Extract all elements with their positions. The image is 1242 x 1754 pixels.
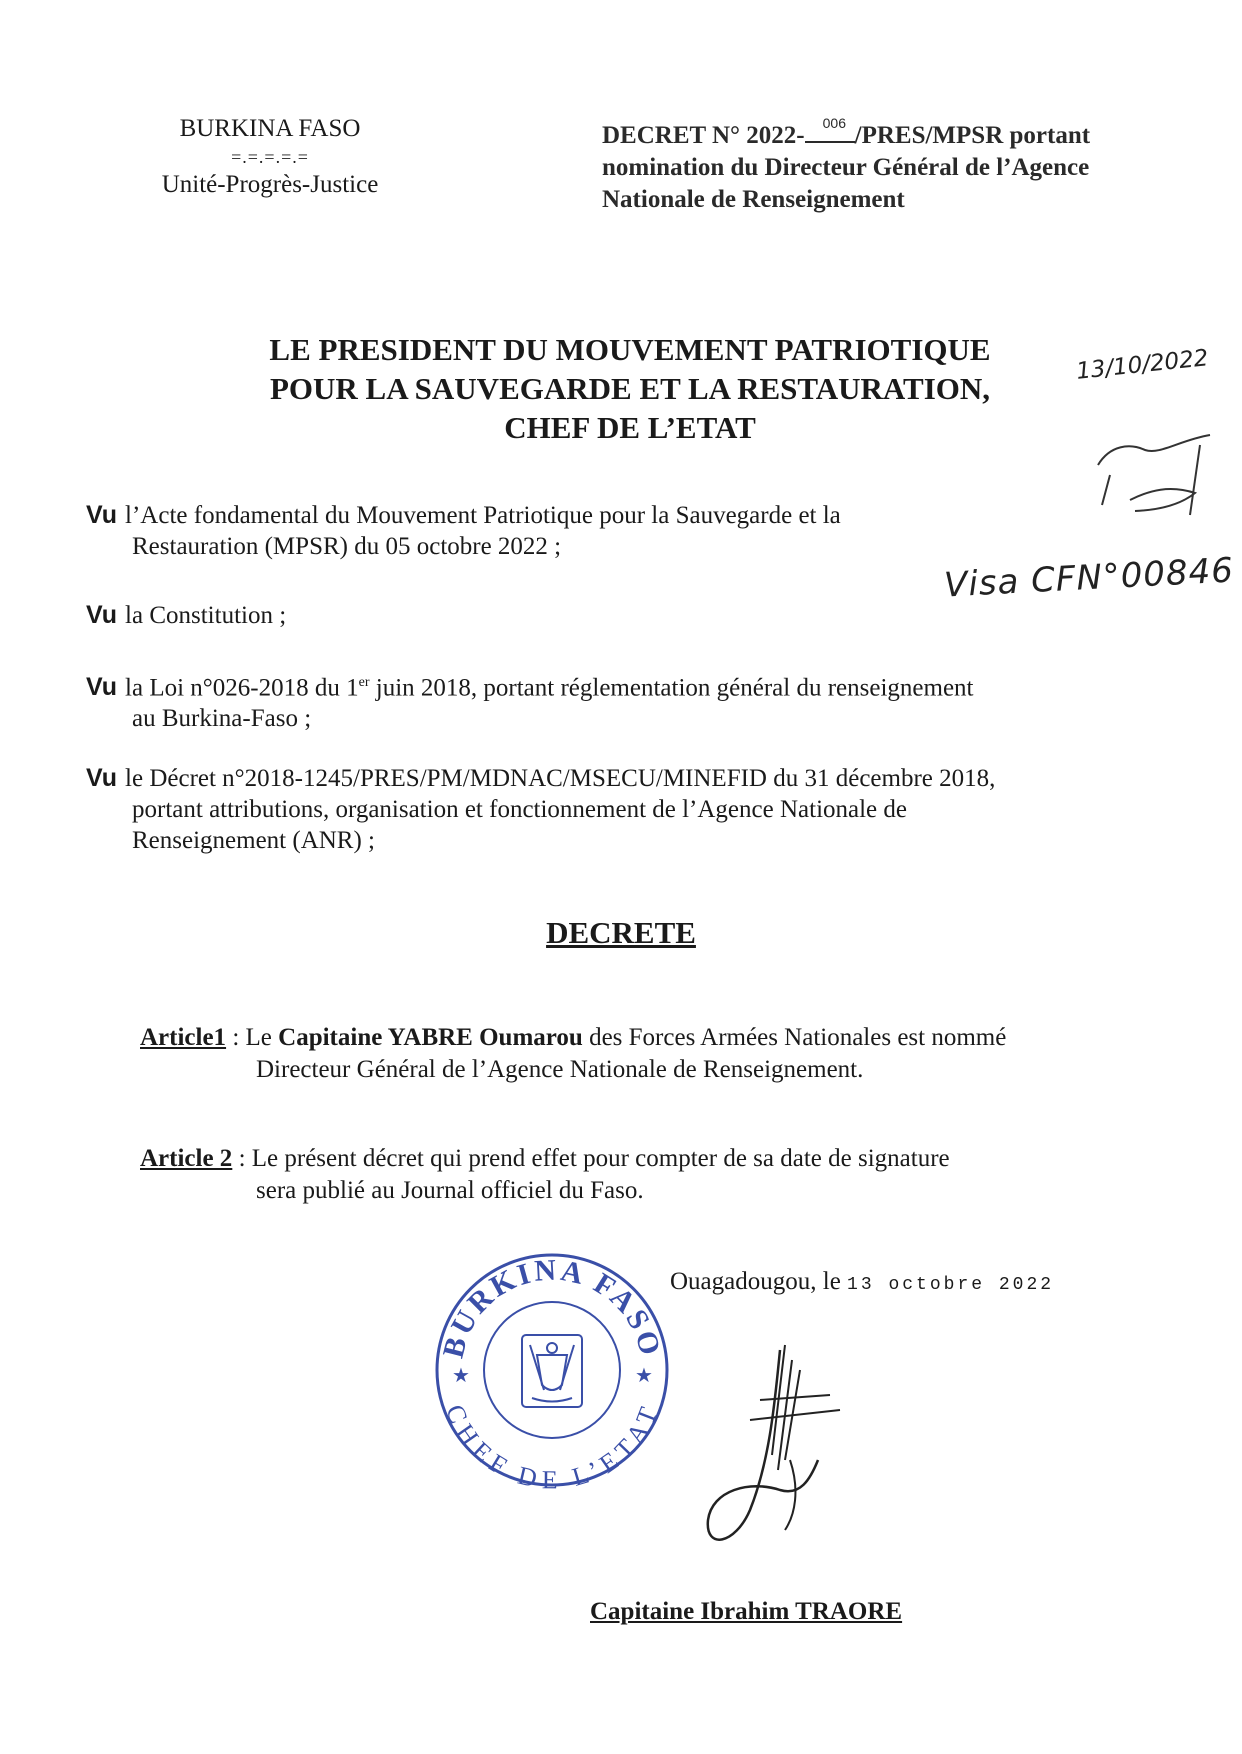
appointee-name: Capitaine YABRE Oumarou	[278, 1024, 583, 1051]
consideration-3-text-a-end: juin 2018, portant réglementation général du renseignement	[369, 674, 974, 702]
handwritten-visa-number: Visa CFN°00846	[943, 550, 1235, 606]
article-1-label: Article1	[140, 1024, 227, 1051]
decree-line-2: nomination du Directeur Général de l’Agence	[602, 154, 1090, 181]
authority-line-2: POUR LA SAUVEGARDE ET LA RESTAURATION,	[269, 371, 991, 406]
consideration-1-text-a: l’Acte fondamental du Mouvement Patriotique pour la Sauvegarde et la	[125, 502, 841, 529]
article-2	[140, 1143, 1092, 1207]
decrete-text: DECRETE	[546, 915, 696, 950]
seal-star-right-icon: ★	[635, 1365, 653, 1387]
article-2-continuation: sera publié au Journal officiel du Faso.	[256, 1177, 644, 1204]
place-date-line	[670, 1268, 1054, 1296]
decree-line-1	[602, 115, 1162, 152]
consideration-4	[86, 763, 1098, 856]
decree-line-3: Nationale de Renseignement	[602, 186, 905, 213]
signature-date: 13 octobre 2022	[847, 1275, 1055, 1295]
article-1-text-pre: : Le	[226, 1024, 279, 1051]
article-1-continuation: Directeur Général de l’Agence Nationale de Renseignement.	[256, 1056, 864, 1083]
consideration-3-text-b: au Burkina-Faso ;	[132, 705, 312, 733]
coat-of-arms-icon	[522, 1335, 582, 1407]
consideration-1-text-b: Restauration (MPSR) du 05 octobre 2022 ;	[132, 533, 562, 560]
seal-star-left-icon: ★	[452, 1365, 470, 1387]
header-separator: =.=.=.=.=	[231, 147, 309, 167]
consideration-2	[86, 600, 1098, 631]
vu-label: Vu	[86, 601, 118, 629]
authority-heading	[180, 330, 1080, 447]
decree-prefix: DECRET N° 2022-	[602, 122, 805, 149]
decree-suffix: /PRES/MPSR portant	[854, 122, 1091, 149]
consideration-4-text-b: portant attributions, organisation et fonctionnement de l’Agence Nationale de	[132, 796, 907, 823]
header-country-block	[150, 112, 390, 202]
consideration-4-text-c: Renseignement (ANR) ;	[132, 827, 376, 854]
authority-line-3: CHEF DE L’ETAT	[504, 410, 756, 445]
decree-title-block	[602, 115, 1162, 216]
consideration-2-text: la Constitution ;	[125, 602, 287, 629]
consideration-3	[86, 667, 1098, 734]
decree-number: 006	[822, 115, 846, 131]
president-signature	[690, 1340, 870, 1570]
seal-top-text: BURKINA FASO	[436, 1253, 668, 1362]
vu-label: Vu	[86, 501, 118, 529]
decree-number-field	[805, 115, 855, 143]
article-2-text: : Le présent décret qui prend effet pour compter de sa date de signature	[232, 1145, 950, 1172]
consideration-4-text-a: le Décret n°2018-1245/PRES/PM/MDNAC/MSECU/MINEFID du 31 décembre 2018,	[125, 765, 996, 792]
handwritten-visa-date: 13/10/2022	[1075, 345, 1210, 385]
presidential-seal-stamp	[432, 1250, 672, 1490]
vu-label: Vu	[86, 764, 118, 792]
signatory-name: Capitaine Ibrahim TRAORE	[590, 1598, 903, 1625]
article-2-label: Article 2	[140, 1145, 233, 1172]
handwritten-visa-signature	[1090, 405, 1220, 540]
vu-label: Vu	[86, 673, 118, 702]
consideration-3-text-a: la Loi n°026-2018 du 1	[125, 674, 359, 702]
signature-place: Ouagadougou, le	[670, 1268, 841, 1295]
country-name: BURKINA FASO	[179, 115, 361, 142]
ordinal-superscript: er	[358, 675, 370, 690]
decrete-heading	[0, 915, 1242, 951]
national-motto: Unité-Progrès-Justice	[161, 171, 379, 198]
article-1-text-post: des Forces Armées Nationales est nommé	[582, 1024, 1007, 1051]
article-1	[140, 1022, 1092, 1086]
seal-bottom-text: CHEF DE L’ETAT	[439, 1400, 665, 1490]
authority-line-1: LE PRESIDENT DU MOUVEMENT PATRIOTIQUE	[269, 332, 991, 367]
consideration-1	[86, 500, 1098, 562]
